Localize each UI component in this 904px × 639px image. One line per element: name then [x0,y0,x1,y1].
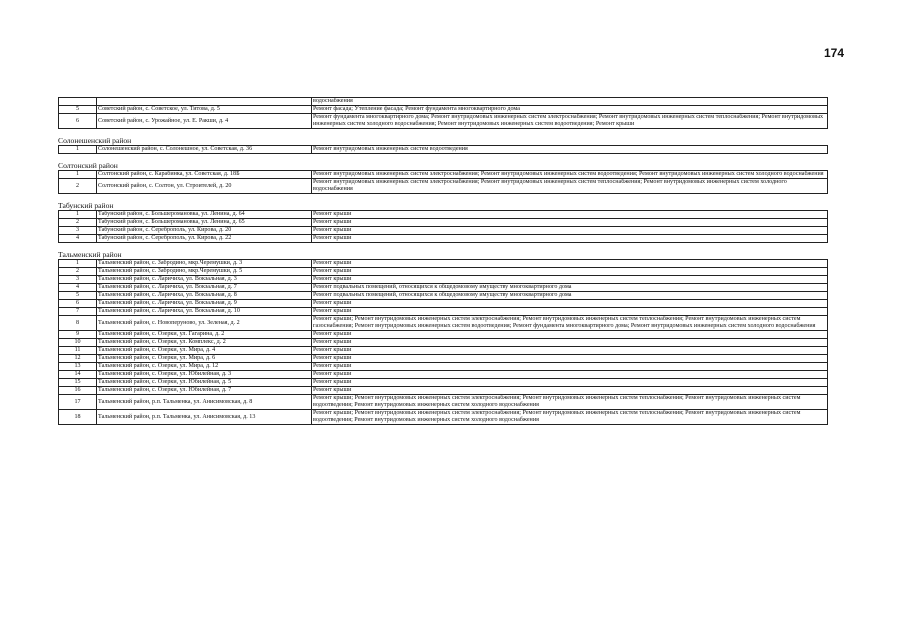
row-number: 14 [59,371,97,379]
row-address: Тальменский район, с. Озерки, ул. Мира, д. 6 [97,355,312,363]
table-row [59,363,828,371]
row-number: 1 [59,260,97,268]
row-works: Ремонт крыши; Ремонт внутридомовых инженерных систем электроснабжения; Ремонт внутридомовых инженерных систем теплоснабжения; Ремонт внутридомовых инженерных систем водоотведения; Ремонт внутридомовых инженерных систем холодного водоснабжения [312,410,828,425]
district-heading: Солонешенский район [58,136,132,145]
row-works: Ремонт внутридомовых инженерных систем электроснабжения; Ремонт внутридомовых инженерных систем водоотведения; Ремонт внутридомовых инженерных систем холодного водоснабжения [312,171,828,179]
table-row [59,395,828,410]
row-address: Тальменский район, с. Ларичиха, ул. Вокзальная, д. 10 [97,308,312,316]
row-address: Табунский район, с. Большеромановка, ул. Ленина, д. 65 [97,219,312,227]
row-address: Солтонский район, с. Солтон, ул. Строителей, д. 20 [97,179,312,194]
row-works: Ремонт крыши [312,308,828,316]
row-works: водоснабжения [312,98,828,106]
row-address: Советский район, с. Урожайное, ул. Е. Ракши, д. 4 [97,114,312,129]
repair-table [58,145,828,154]
row-number: 3 [59,227,97,235]
table-row [59,308,828,316]
row-number: 12 [59,355,97,363]
repair-table [58,170,828,194]
row-number: 17 [59,395,97,410]
table-row [59,146,828,154]
row-address: Тальменский район, с. Ларичиха, ул. Вокзальная, д. 9 [97,300,312,308]
table-row [59,276,828,284]
row-works: Ремонт крыши [312,363,828,371]
table-row [59,227,828,235]
table-row [59,347,828,355]
row-works: Ремонт крыши [312,235,828,243]
row-works: Ремонт крыши [312,355,828,363]
row-number: 5 [59,292,97,300]
row-works: Ремонт подвальных помещений, относящихся к общедомовому имуществу многоквартирного дома [312,292,828,300]
table-row [59,284,828,292]
row-works: Ремонт крыши [312,219,828,227]
table-row [59,260,828,268]
table-row [59,387,828,395]
table-row [59,219,828,227]
row-address: Тальменский район, с. Забродино, мкр.Черемушки, д. 5 [97,268,312,276]
row-address: Тальменский район, р.п. Тальменка, ул. Анисимовская, д. 13 [97,410,312,425]
row-number: 1 [59,211,97,219]
row-number: 2 [59,179,97,194]
table-row [59,106,828,114]
table-row [59,268,828,276]
row-number: 4 [59,284,97,292]
row-number: 4 [59,235,97,243]
table-row [59,331,828,339]
row-works: Ремонт крыши [312,276,828,284]
row-works: Ремонт крыши; Ремонт внутридомовых инженерных систем электроснабжения; Ремонт внутридомовых инженерных систем теплоснабжения; Ремонт внутридомовых инженерных систем газоснабжения; Ремонт внутридомовых инженерных систем водоотведения; Ремонт фундамента многоквартирного дома; Ремонт внутридомовых инженерных систем холодного водоснабжения [312,316,828,331]
table-row [59,300,828,308]
table-row [59,179,828,194]
row-number: 2 [59,268,97,276]
row-address: Тальменский район, с. Озерки, ул. Мира, д. 4 [97,347,312,355]
row-works: Ремонт крыши [312,260,828,268]
row-number: 16 [59,387,97,395]
row-address: Тальменский район, с. Озерки, ул. Гагарина, д. 2 [97,331,312,339]
row-number: 1 [59,171,97,179]
table-row [59,355,828,363]
row-works: Ремонт крыши [312,371,828,379]
row-works: Ремонт крыши [312,300,828,308]
table-row [59,379,828,387]
row-address: Тальменский район, с. Озерки, ул. Юбилейная, д. 3 [97,371,312,379]
row-address: Тальменский район, с. Забродино, мкр.Черемушки, д. 3 [97,260,312,268]
row-works: Ремонт крыши [312,331,828,339]
row-address: Табунский район, с. Большеромановка, ул. Ленина, д. 64 [97,211,312,219]
row-number: 3 [59,276,97,284]
row-number: 13 [59,363,97,371]
row-address: Тальменский район, с. Новоперуново, ул. Зеленая, д. 2 [97,316,312,331]
table-row [59,292,828,300]
table-row [59,410,828,425]
row-address: Тальменский район, с. Ларичиха, ул. Вокзальная, д. 7 [97,284,312,292]
row-number: 15 [59,379,97,387]
row-works: Ремонт крыши [312,387,828,395]
table-row [59,235,828,243]
row-works: Ремонт крыши [312,227,828,235]
row-address: Тальменский район, с. Ларичиха, ул. Вокзальная, д. 3 [97,276,312,284]
row-address: Тальменский район, с. Озерки, ул. Юбилейная, д. 5 [97,379,312,387]
row-address: Солтонский район, с. Карабинка, ул. Советская, д. 18Б [97,171,312,179]
row-address: Табунский район, с. Сереброполь, ул. Кирова, д. 22 [97,235,312,243]
repair-table [58,210,828,243]
row-number: 6 [59,300,97,308]
district-heading: Солтонский район [58,161,118,170]
row-works: Ремонт крыши [312,211,828,219]
row-number: 11 [59,347,97,355]
table-row [59,339,828,347]
table-row [59,171,828,179]
row-works: Ремонт крыши [312,347,828,355]
row-address: Тальменский район, с. Озерки, ул. Комплекс, д. 2 [97,339,312,347]
row-works: Ремонт подвальных помещений, относящихся к общедомовому имуществу многоквартирного дома [312,284,828,292]
row-address [97,98,312,106]
row-address: Табунский район, с. Сереброполь, ул. Кирова, д. 20 [97,227,312,235]
district-heading: Тальменский район [58,250,122,259]
row-number: 9 [59,331,97,339]
district-heading: Табунский район [58,201,114,210]
row-number: 7 [59,308,97,316]
row-number: 18 [59,410,97,425]
row-works: Ремонт крыши [312,339,828,347]
row-works: Ремонт крыши [312,379,828,387]
row-works: Ремонт крыши; Ремонт внутридомовых инженерных систем электроснабжения; Ремонт внутридомовых инженерных систем теплоснабжения; Ремонт внутридомовых инженерных систем водоотведения; Ремонт внутридомовых инженерных систем холодного водоснабжения [312,395,828,410]
table-row [59,114,828,129]
row-works: Ремонт внутридомовых инженерных систем электроснабжения; Ремонт внутридомовых инженерных систем теплоснабжения; Ремонт внутридомовых инженерных систем холодного водоснабжения [312,179,828,194]
row-number: 6 [59,114,97,129]
page-number: 174 [823,46,844,60]
repair-table [58,97,828,129]
table-row [59,371,828,379]
row-number: 10 [59,339,97,347]
table-row [59,316,828,331]
row-number [59,98,97,106]
row-number: 2 [59,219,97,227]
row-address: Советский район, с. Советское, ул. Титова, д. 5 [97,106,312,114]
row-works: Ремонт фасада; Утепление фасада; Ремонт фундамента многоквартирного дома [312,106,828,114]
repair-table [58,259,828,425]
document-body [58,97,828,425]
row-address: Тальменский район, р.п. Тальменка, ул. Анисимовская, д. 8 [97,395,312,410]
row-address: Солонешенский район, с. Солонешное, ул. Советская, д. 36 [97,146,312,154]
table-row [59,98,828,106]
row-number: 1 [59,146,97,154]
table-row [59,211,828,219]
row-works: Ремонт внутридомовых инженерных систем водоотведения [312,146,828,154]
row-address: Тальменский район, с. Озерки, ул. Юбилейная, д. 7 [97,387,312,395]
row-number: 8 [59,316,97,331]
row-works: Ремонт крыши [312,268,828,276]
row-number: 5 [59,106,97,114]
row-address: Тальменский район, с. Ларичиха, ул. Вокзальная, д. 8 [97,292,312,300]
row-address: Тальменский район, с. Озерки, ул. Мира, д. 12 [97,363,312,371]
row-works: Ремонт фундамента многоквартирного дома; Ремонт внутридомовых инженерных систем электроснабжения; Ремонт внутридомовых инженерных систем теплоснабжения; Ремонт внутридомовых инженерных систем холодного водоснабжения; Ремонт внутридомовых инженерных систем водоотведения; Ремонт крыши [312,114,828,129]
